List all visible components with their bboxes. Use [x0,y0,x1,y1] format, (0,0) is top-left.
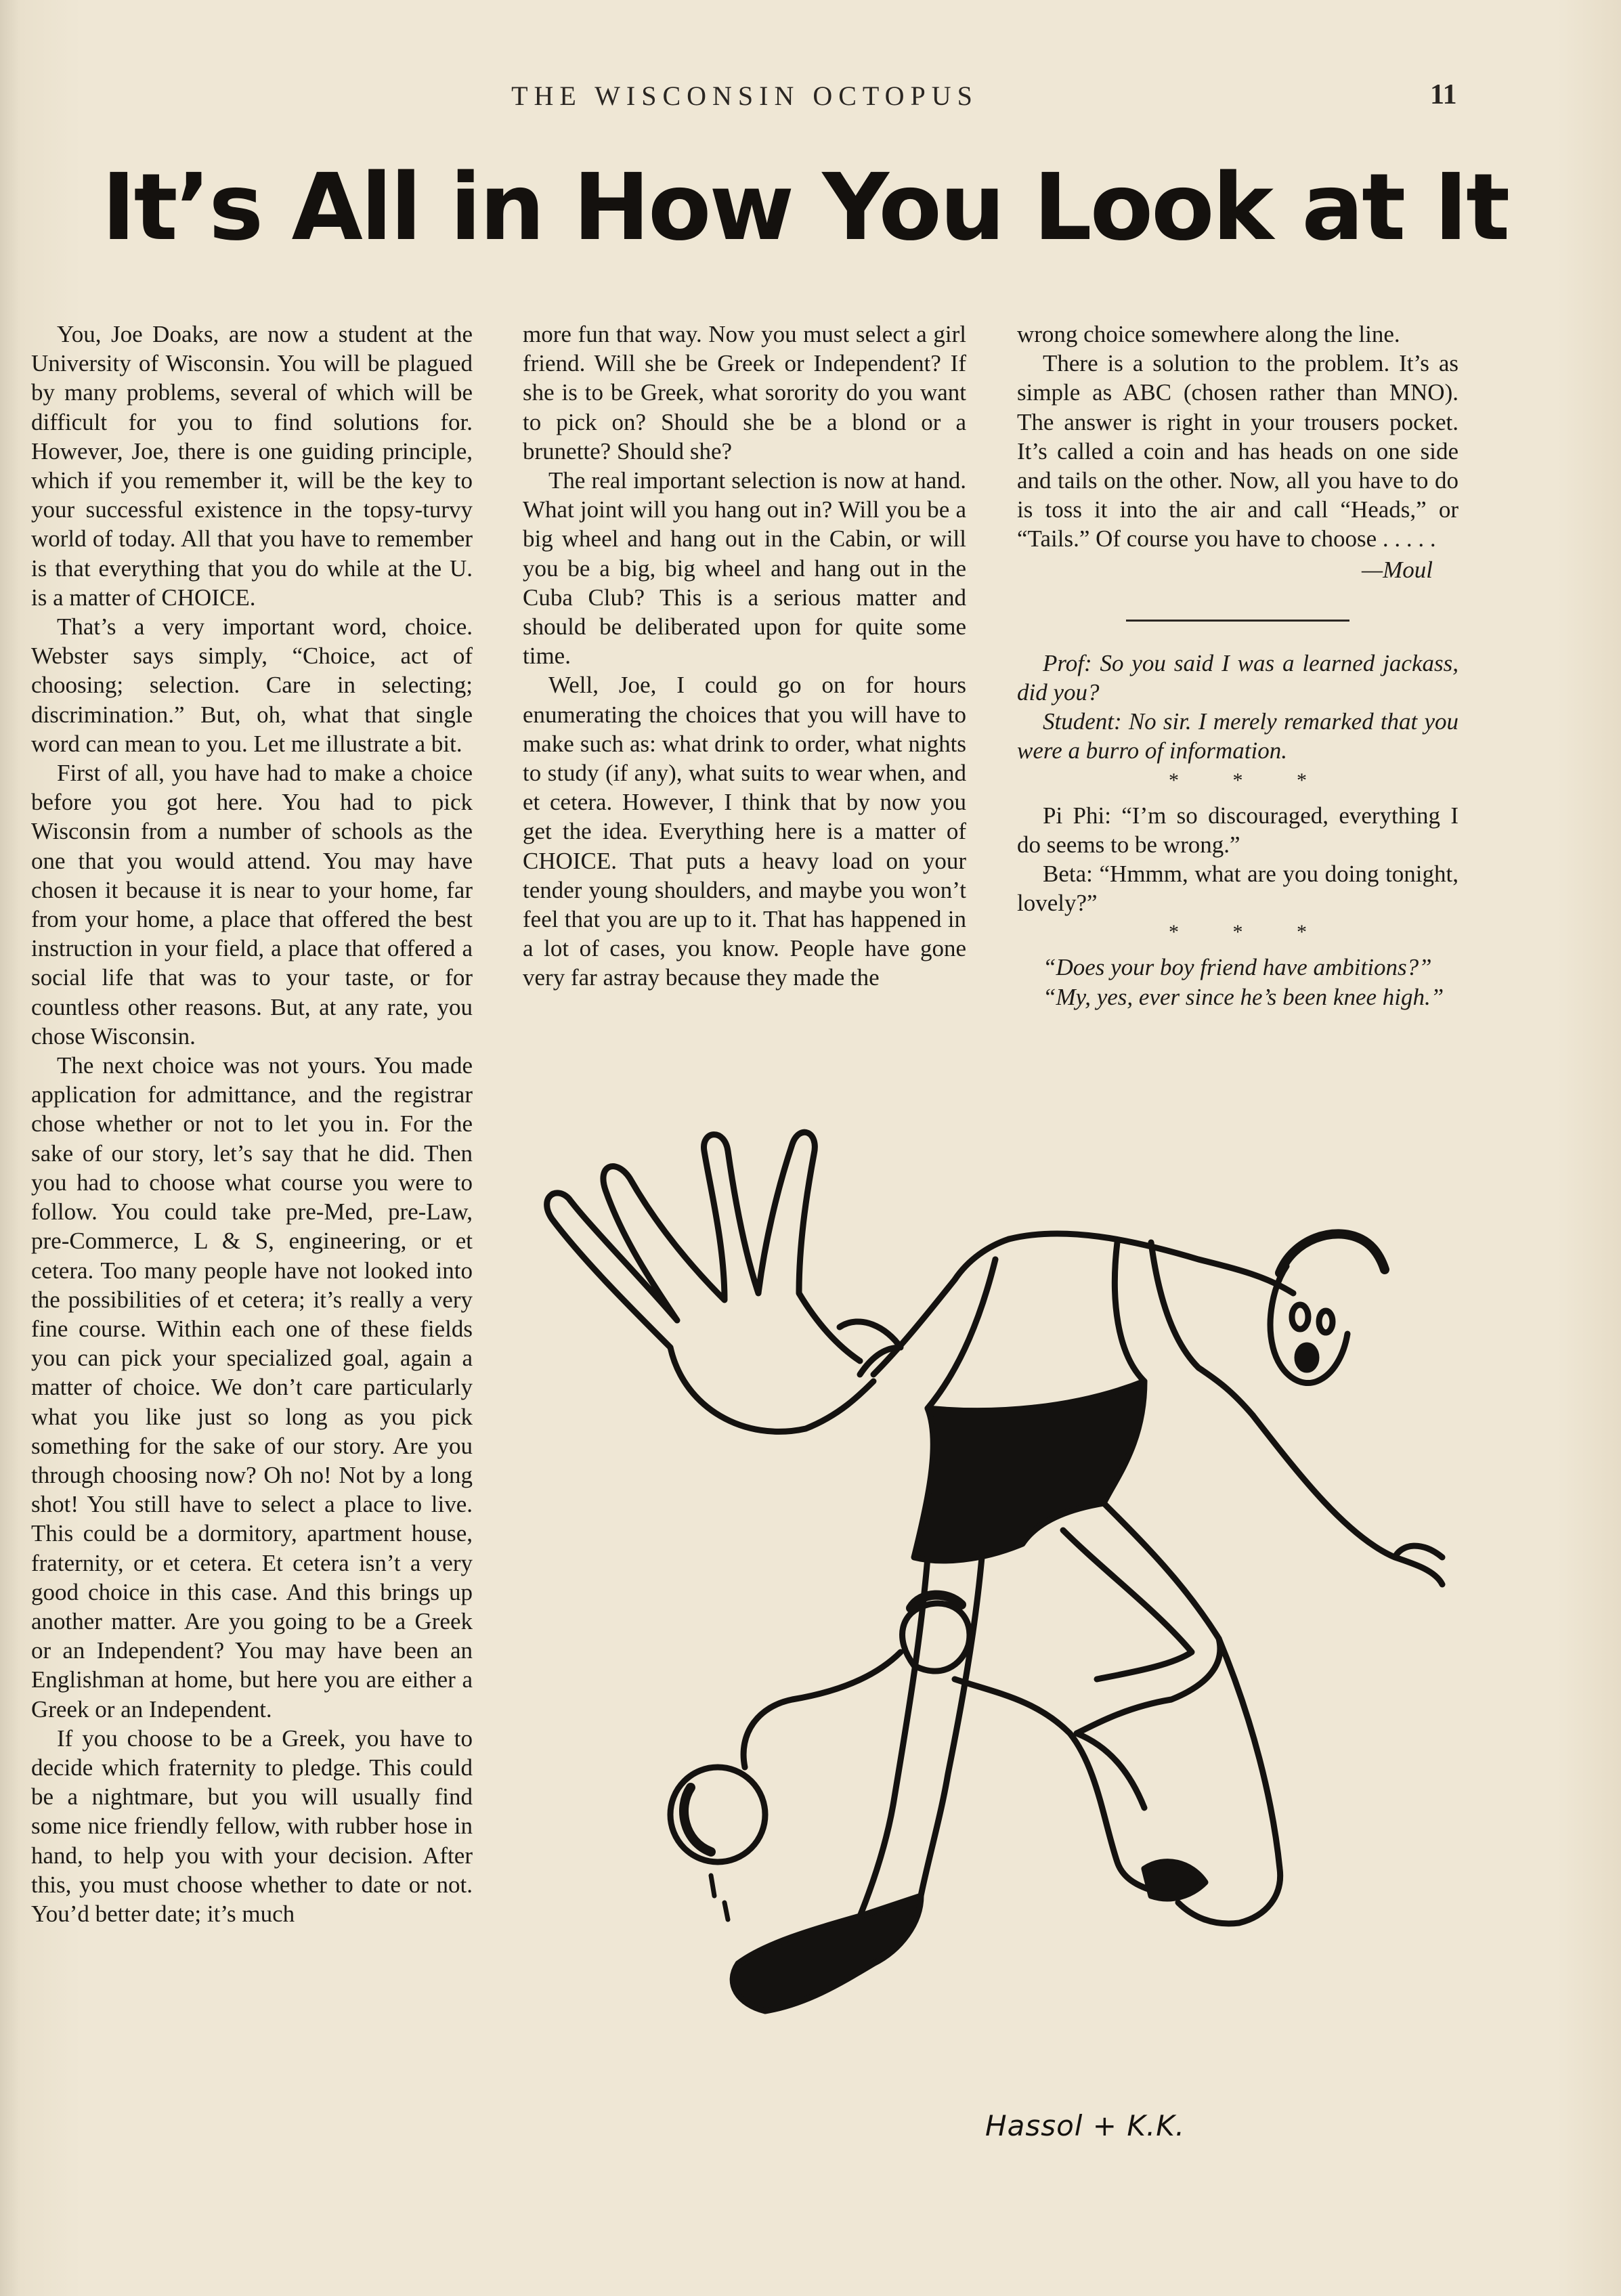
cartoon-illustration [521,1124,1483,2194]
article-column-2 [523,320,966,993]
joke-line: “Does your boy friend have ambitions?” [1043,954,1432,981]
raised-hand [547,1132,873,1431]
paragraph: The next choice was not yours. You made application for admittance, and the registrar chose whether or not to let you in. For the sake of our story, let’s say that he did. Then you had to choose what course you were to follow. You could take pre-Med, pre-Law, pre-Commerce, L & S, engineering, or et cetera. Too many people have not looked into the possibilities of et cetera; it’s really a very fine course. Within each one of these fields you can pick your specialized goal, again a matter of choice. We don’t care particularly what you like just so long as you pick something for the sake of our story. Are you through choosing now? Oh no! Not by a long shot! You still have to select a place to live. This could be a dormitory, apartment house, fraternity, or et cetera. Et cetera isn’t a very good choice in this case. And this brings up another matter. Are you going to be a Greek or an Independent? You may have been an Englishman at home, but here you are either a Greek or an Independent. [31,1052,473,1723]
wrist-cuff [840,1322,901,1374]
paragraph: You, Joe Doaks, are now a student at the University of Wisconsin. You will be plagued by many problems, several of which will be difficult for you to find solutions for. However, Joe, there is one guiding principle, which if you remember it, will be the key to your successful existence in the topsy-turvy world of today. All that you have to remember is that everything that you do while at the U. is a matter of CHOICE. [31,321,473,611]
paragraph: more fun that way. Now you must select a girl friend. Will she be Greek or Independent? If she is to be Greek, what sorority do you want to pick on? Should she be a blond or a brunette? Should she? [523,321,966,464]
joke-ambitions [1017,953,1458,1011]
article-column-1 [31,320,473,1928]
runner-shoe [733,1896,921,2011]
runner-eye [1319,1311,1333,1333]
joke-line: Pi Phi: “I’m so discouraged, everything I do seems to be wrong.” [1017,802,1458,858]
runner-leg-back [1063,1503,1220,1733]
runner-mouth [1297,1345,1316,1370]
divider [1126,620,1349,622]
page-number: 11 [1430,79,1457,110]
running-head: THE WISCONSIN OCTOPUS [511,81,978,111]
runner-arm [873,1239,1009,1374]
speaker-label: Prof [1043,649,1084,676]
runner-torso [928,1234,1293,1415]
second-player [743,1603,1171,1896]
joke-line: : No sir. I merely remarked that you were a burro of information. [1017,708,1458,764]
second-player-shoe [1144,1862,1205,1899]
paragraph: There is a solution to the problem. It’s as simple as ABC (chosen rather than MNO). The answer is right in your trousers pocket. It’s called a coin and has heads on one side and tails on the other. Now, all you have to do is toss it into the air and call “Heads,” or “Tails.” Of course you have to choose . . . . . [1017,350,1458,553]
paragraph: wrong choice somewhere along the line. [1017,321,1400,347]
joke-line: : So you said I was a learned jackass, did you? [1017,649,1458,706]
paragraph: That’s a very important word, choice. Webster says simply, “Choice, act of choosing; selection. Care in selecting; discrimination.” But, oh, what that single word can mean to you. Let me illustrate a bit. [31,613,473,757]
speaker-label: Student [1043,708,1114,735]
joke-piphi-beta [1017,801,1458,918]
runner-eye [1292,1305,1308,1329]
runner-arm-right [1253,1415,1442,1584]
runner-hair [1280,1234,1385,1273]
author-signature: —Moul [1362,556,1433,583]
runner-shorts [914,1381,1144,1561]
joke-prof-student [1017,649,1458,766]
article-column-3 [1017,320,1458,1012]
joke-line: Beta: “Hmmm, what are you doing tonight, lovely?” [1017,861,1458,917]
paragraph: First of all, you have had to make a choice before you got here. You had to pick Wisconsin from a number of schools as the one that you would attend. You may have chosen it because it is near to your home, far from your home, a place that offered the best instruction in your field, a place that offered a social life that was to your taste, or for countless other reasons. But, at any rate, you chose Wisconsin. [31,760,473,1049]
ball-seam [684,1788,711,1852]
paragraph: Well, Joe, I could go on for hours enumerating the choices that you will have to make such as: what drink to order, what nights to study (if any), what suits to wear when, and et cetera. However, I think that by now you get the idea. Everything here is a matter of CHOICE. That puts a heavy load on your tender young shoulders, and maybe you won’t feel that you are up to it. That has happened in a lot of cases, you know. People have gone very far astray because they made the [523,672,966,991]
motion-lines [711,1876,728,1920]
joke-line: “My, yes, ever since he’s been knee high.” [1043,983,1444,1010]
illustration-credit: Hassol + K.K. [985,2109,1186,2142]
paragraph: If you choose to be a Greek, you have to decide which fraternity to pledge. This could be a nightmare, but you will usually find some nice friendly fellow, with rubber hose in hand, to help you with your decision. After this, you must choose whether to date or not. You’d better date; it’s much [31,1725,473,1927]
separator-stars: * * * [1169,921,1331,944]
paragraph: The real important selection is now at hand. What joint will you hang out in? Will you be a big wheel and hang out in the Cabin, or will you be a big, big wheel and hang out in the Cuba Club? This is a serious matter and should be deliberated upon for quite some time. [523,467,966,670]
separator-stars: * * * [1169,768,1331,792]
article-title: It’s All in How You Look at It [102,154,1509,261]
